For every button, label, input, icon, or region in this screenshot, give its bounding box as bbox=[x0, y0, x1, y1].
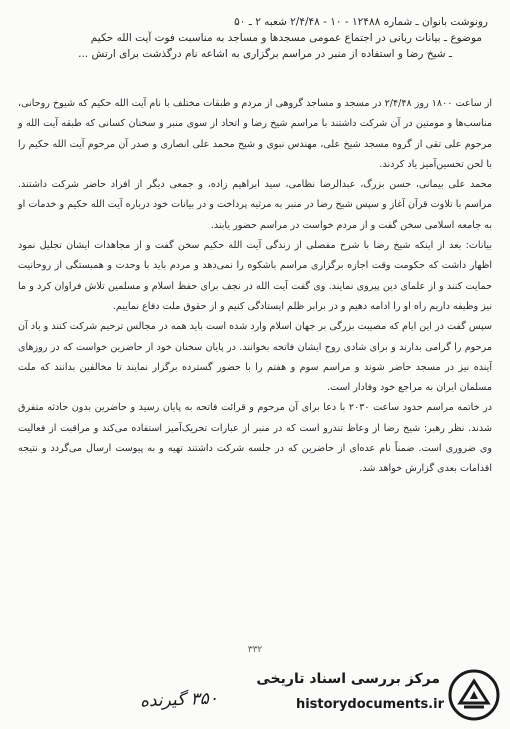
body-paragraph: از ساعت ۱۸۰۰ روز ۲/۴/۴۸ در مسجد و مساجد گروهی از مردم و طبقات مختلف با نام آیت الله حکیم که شیوخ روحانی، مناسب‌ها و مومنین در آن شرکت داشتند با مراسم شیخ رضا و اتحاد از سوی منبر و سخنان کسانی که طبقه آیت الله و مرحوم علی تقی از گروه مسجد شیخ علی، مهندس نبوی و شیخ محمد علی انصاری و صدر آن مرحوم آیت الله حکیم را با لحن تحسین‌آمیز یاد کردند. bbox=[18, 98, 493, 170]
archive-emblem-icon bbox=[448, 669, 500, 721]
subject-line-continuation: ـ شیخ رضا و استفاده از منبر در مراسم برگزاری به اشاعه نام درگذشت برای ارتش ... bbox=[78, 48, 452, 60]
report-body bbox=[18, 94, 492, 480]
body-paragraph: سپس گفت در این ایام که مصیبت بزرگی بر جهان اسلام وارد شده است باید همه در مجالس ترحیم شرکت کنند و یاد آن مرحوم را گرامی بدارند و برای شادی روح ایشان فاتحه بخوانند. در پایان سخنان خود از حاضرین خواست که در روزهای آینده نیز در مسجد حاضر شوند و مراسم سوم و هفتم را با حضور گسترده برگزار نمایند تا مخالفین بدانند که ملت مسلمان ایران به مراجع خود وفادار است. bbox=[18, 321, 492, 394]
page-number-mark: ۳۳۲ bbox=[247, 645, 263, 655]
document-header bbox=[18, 14, 488, 62]
handwritten-signature: ۳۵۰ گیرنده bbox=[139, 688, 219, 712]
watermark-title: مرکز بررسی اسناد تاریخی bbox=[256, 671, 440, 687]
subject-line: موضوع ـ بیانات ربانی در اجتماع عمومی مسجدها و مساجد به مناسبت فوت آیت الله حکیم bbox=[90, 32, 482, 44]
body-paragraph: در خاتمه مراسم حدود ساعت ۲۰۳۰ با دعا برای آن مرحوم و قرائت فاتحه به پایان رسید و حاضرین بدون حادثه متفرق شدند. نظر رهبر: شیخ رضا از وعاظ تندرو است که در منبر از عبارات تحریک‌آمیز استفاده می‌کند و مراقبت از فعالیت وی ضروری است. ضمناً نام عده‌ای از حاضرین که در جلسه شرکت داشتند تهیه و به پیوست ارسال می‌گردد و نتیجه اقدامات بعدی گزارش خواهد شد. bbox=[18, 402, 492, 475]
body-paragraph: بیانات: بعد از اینکه شیخ رضا با شرح مفصلی از زندگی آیت الله حکیم سخن گفت و از مجاهدات ایشان تجلیل نمود اظهار داشت که حکومت وقت اجازه برگزاری مراسم باشکوه را نمی‌دهد و مردم باید با وحدت و همبستگی از روحانیت حمایت کنند و از علمای دین پیروی نمایند. وی گفت آیت الله در نجف برای حفظ اسلام و مسلمین تلاش فراوان کرد و ما نیز وظیفه داریم راه او را ادامه دهیم و در برابر ظلم ایستادگی کنیم و از حقوق ملت دفاع نماییم. bbox=[18, 240, 492, 312]
body-paragraph: محمد علی بیمانی، حسن بزرگ، عبدالرضا نظامی، سید ابراهیم زاده، و جمعی دیگر از افراد حاضر شرکت داشتند. مراسم با تلاوت قرآن آغاز و سپس شیخ رضا در منبر به مرثیه پرداخت و در بیانات خود درباره آیت الله حکیم و خدمات او به جامعه اسلامی سخن گفت و از مردم خواست در مراسم حضور یابند. bbox=[18, 179, 492, 231]
watermark-url: historydocuments.ir bbox=[295, 697, 444, 712]
archive-watermark bbox=[256, 669, 500, 723]
report-meta-line: رونوشت بانوان ـ شماره ۱۲۴۸۸ - ۱۰ - ۲/۴/۴۸ شعبه ۲ ـ ۵۰ bbox=[234, 16, 488, 28]
